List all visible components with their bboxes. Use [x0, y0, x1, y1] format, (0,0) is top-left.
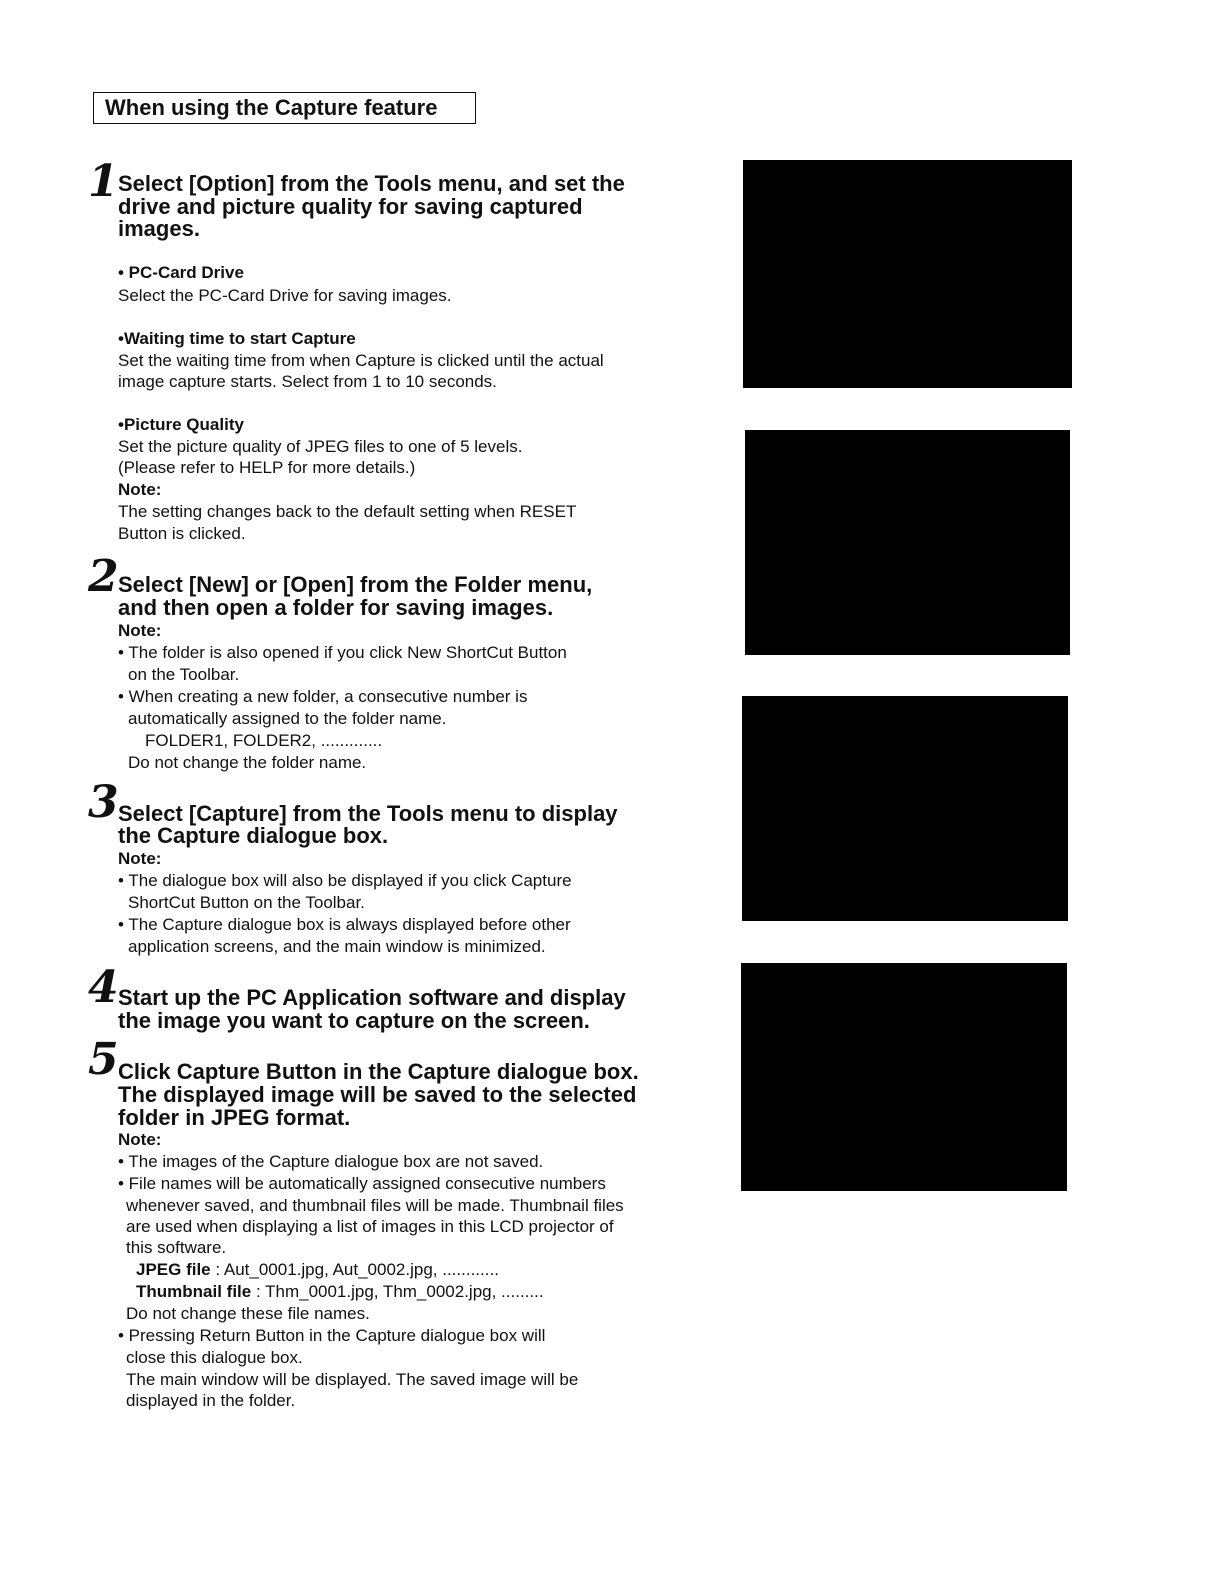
picture-quality-text-2: (Please refer to HELP for more details.): [118, 458, 416, 477]
step-3-note-label: Note:: [118, 849, 162, 868]
step-3-title-line-1: Select [Capture] from the Tools menu to display: [118, 801, 618, 826]
section-title: When using the Capture feature: [93, 92, 476, 124]
step-3-title-line-2: the Capture dialogue box.: [118, 823, 389, 848]
waiting-time-text-1: Set the waiting time from when Capture is clicked until the actual: [118, 351, 604, 370]
picture-quality-heading: •Picture Quality: [118, 415, 244, 434]
step-2-note-line-4: automatically assigned to the folder name.: [128, 709, 447, 728]
step-2-note-line-1: • The folder is also opened if you click New ShortCut Button: [118, 643, 567, 662]
step-1-title-line-2: drive and picture quality for saving captured: [118, 194, 583, 219]
jpeg-file-value: : Aut_0001.jpg, Aut_0002.jpg, ............: [215, 1260, 499, 1279]
step-5-title-line-1: Click Capture Button in the Capture dialogue box.: [118, 1059, 639, 1084]
jpeg-file-label: JPEG file: [136, 1260, 211, 1279]
step-2-number: 2: [88, 551, 119, 602]
pc-card-drive-text: Select the PC-Card Drive for saving images.: [118, 286, 452, 305]
screenshot-folder-menu: [745, 430, 1070, 655]
thumbnail-file-example: [136, 1281, 544, 1303]
step-1-title-line-1: Select [Option] from the Tools menu, and set the: [118, 171, 625, 196]
step-4-title-line-2: the image you want to capture on the screen.: [118, 1008, 590, 1033]
screenshot-capture-button: [741, 963, 1067, 1191]
thumbnail-file-value: : Thm_0001.jpg, Thm_0002.jpg, .........: [255, 1282, 544, 1301]
step-4-title-line-1: Start up the PC Application software and display: [118, 985, 626, 1010]
step-5-number: 5: [88, 1034, 119, 1085]
step-1-number: 1: [88, 156, 119, 207]
step-2-note-label: Note:: [118, 621, 162, 640]
pc-card-drive-heading: • PC-Card Drive: [118, 263, 244, 282]
step-3-note-line-4: application screens, and the main window is minimized.: [128, 937, 546, 956]
thumbnail-file-label: Thumbnail file: [136, 1282, 252, 1301]
step-2-note-line-6: Do not change the folder name.: [128, 753, 367, 772]
step-4-number: 4: [88, 962, 119, 1013]
step-5-note-line-1: • The images of the Capture dialogue box are not saved.: [118, 1152, 544, 1171]
step-3-note-line-2: ShortCut Button on the Toolbar.: [128, 893, 365, 912]
step-3-number: 3: [88, 777, 119, 828]
step-5-note-line-8: close this dialogue box.: [126, 1348, 303, 1367]
step-5-title-line-2: The displayed image will be saved to the selected: [118, 1082, 637, 1107]
step-3-note-line-1: • The dialogue box will also be displayed if you click Capture: [118, 871, 572, 890]
step-1-note-label: Note:: [118, 480, 162, 499]
step-2-note-line-2: on the Toolbar.: [128, 665, 240, 684]
step-5-note-line-6: Do not change these file names.: [126, 1304, 370, 1323]
step-5-note-line-10: displayed in the folder.: [126, 1391, 296, 1410]
step-5-note-line-7: • Pressing Return Button in the Capture dialogue box will: [118, 1326, 546, 1345]
waiting-time-text-2: image capture starts. Select from 1 to 10 seconds.: [118, 372, 497, 391]
step-2-title-line-2: and then open a folder for saving images.: [118, 595, 554, 620]
step-5-note-line-3: whenever saved, and thumbnail files will be made. Thumbnail files: [126, 1196, 624, 1215]
step-3-note-line-3: • The Capture dialogue box is always displayed before other: [118, 915, 571, 934]
waiting-time-heading: •Waiting time to start Capture: [118, 329, 356, 348]
step-5-note-line-9: The main window will be displayed. The saved image will be: [126, 1370, 579, 1389]
jpeg-file-example: [136, 1259, 499, 1281]
step-2-note-line-3: • When creating a new folder, a consecutive number is: [118, 687, 528, 706]
step-5-note-line-2: • File names will be automatically assigned consecutive numbers: [118, 1174, 606, 1193]
step-5-note-line-4: are used when displaying a list of images in this LCD projector of: [126, 1217, 614, 1236]
step-1-note-text-2: Button is clicked.: [118, 524, 246, 543]
step-1-note-text-1: The setting changes back to the default setting when RESET: [118, 502, 577, 521]
step-5-title-line-3: folder in JPEG format.: [118, 1105, 351, 1130]
step-2-title-line-1: Select [New] or [Open] from the Folder menu,: [118, 572, 593, 597]
step-1-title-line-3: images.: [118, 216, 200, 241]
step-5-note-line-5: this software.: [126, 1238, 227, 1257]
picture-quality-text-1: Set the picture quality of JPEG files to one of 5 levels.: [118, 437, 523, 456]
folder-name-example: FOLDER1, FOLDER2, .............: [145, 731, 383, 750]
screenshot-option-dialog: [743, 160, 1072, 388]
step-5-note-label: Note:: [118, 1130, 162, 1149]
screenshot-capture-dialog: [742, 696, 1068, 921]
